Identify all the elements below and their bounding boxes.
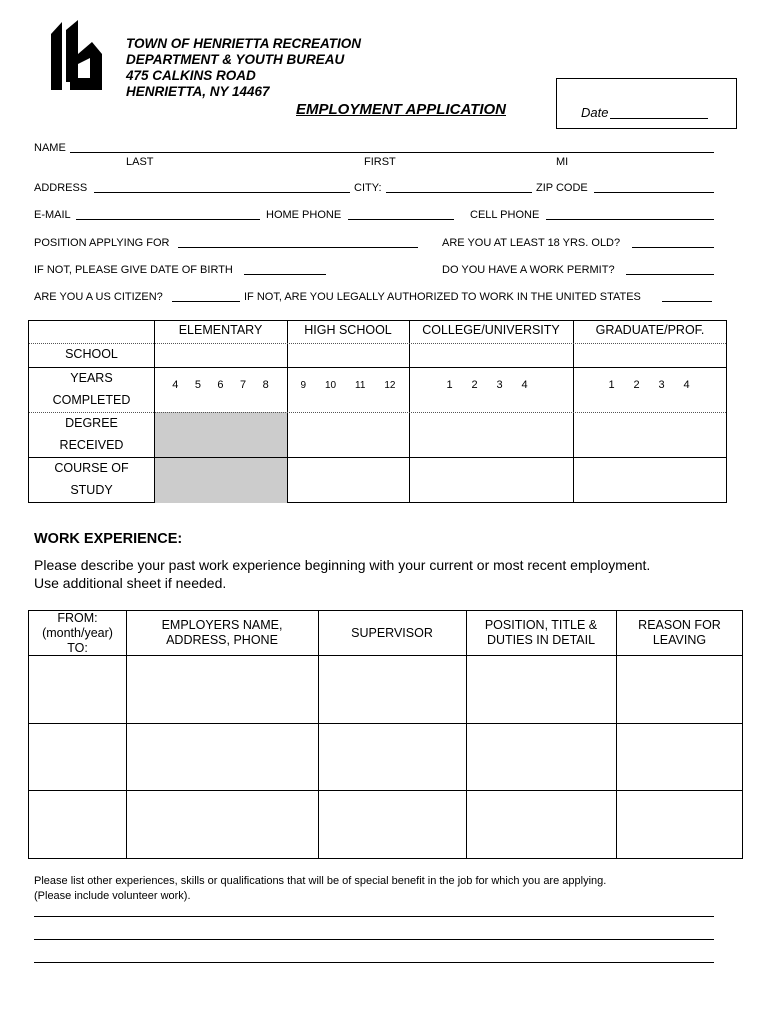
qualifications-line[interactable] xyxy=(34,939,714,940)
work-instructions-2: Use additional sheet if needed. xyxy=(34,575,227,591)
name-field[interactable] xyxy=(70,152,714,153)
work-experience-heading: WORK EXPERIENCE: xyxy=(34,531,183,547)
col-position-line-1: POSITION, TITLE & xyxy=(484,618,598,632)
org-line-2: DEPARTMENT & YOUTH BUREAU xyxy=(126,52,345,67)
col-from-line-2: (month/year) xyxy=(42,625,113,640)
middle-initial-label: MI xyxy=(556,156,569,168)
year-option[interactable]: 8 xyxy=(262,379,269,391)
citizen-label: ARE YOU A US CITIZEN? xyxy=(34,291,163,303)
email-field[interactable] xyxy=(76,219,260,220)
year-option[interactable]: 11 xyxy=(355,380,366,391)
form-title: EMPLOYMENT APPLICATION xyxy=(296,101,506,118)
org-line-1: TOWN OF HENRIETTA RECREATION xyxy=(126,36,361,51)
year-option[interactable]: 9 xyxy=(300,380,307,391)
age18-label: ARE YOU AT LEAST 18 YRS. OLD? xyxy=(442,237,621,249)
last-name-label: LAST xyxy=(126,156,154,168)
col-reason-line-1: REASON FOR xyxy=(638,618,721,632)
other-qualifications-line-1: Please list other experiences, skills or qualifications that will be of special benefit in the job for which you are applying. xyxy=(34,875,607,887)
col-reason-line-2: LEAVING xyxy=(652,633,707,647)
col-employer-line-2: ADDRESS, PHONE xyxy=(166,633,278,647)
year-option[interactable]: 3 xyxy=(658,379,665,391)
row-school: SCHOOL xyxy=(65,347,118,361)
row-years-1: YEARS xyxy=(70,371,113,385)
position-field[interactable] xyxy=(178,247,418,248)
years-college xyxy=(437,379,537,391)
row-degree-2: RECEIVED xyxy=(59,438,124,452)
year-option[interactable]: 7 xyxy=(240,379,247,391)
col-position xyxy=(466,611,616,655)
year-option[interactable]: 4 xyxy=(683,379,690,391)
col-supervisor: SUPERVISOR xyxy=(351,626,433,640)
years-graduate xyxy=(599,379,699,391)
home-phone-field[interactable] xyxy=(348,219,454,220)
row-course-1: COURSE OF xyxy=(54,461,129,475)
dob-field[interactable] xyxy=(244,274,326,275)
position-label: POSITION APPLYING FOR xyxy=(34,237,170,249)
citizen-field[interactable] xyxy=(172,301,240,302)
org-name-block xyxy=(126,36,361,100)
authorized-field[interactable] xyxy=(662,301,712,302)
col-from-line-1: FROM: xyxy=(57,610,98,625)
work-permit-field[interactable] xyxy=(626,274,714,275)
cell-phone-label: CELL PHONE xyxy=(470,209,540,221)
authorized-label: IF NOT, ARE YOU LEGALLY AUTHORIZED TO WORK IN THE UNITED STATES xyxy=(244,291,641,303)
year-option[interactable]: 10 xyxy=(324,380,337,391)
row-years-2: COMPLETED xyxy=(52,393,131,407)
qualifications-line[interactable] xyxy=(34,916,714,917)
other-qualifications-line-2: (Please include volunteer work). xyxy=(34,890,191,902)
town-logo xyxy=(48,20,104,92)
col-position-line-2: DUTIES IN DETAIL xyxy=(486,633,596,647)
email-label: E-MAIL xyxy=(34,209,71,221)
address-label: ADDRESS xyxy=(34,182,88,194)
year-option[interactable]: 1 xyxy=(446,379,453,391)
zip-field[interactable] xyxy=(594,192,714,193)
work-permit-label: DO YOU HAVE A WORK PERMIT? xyxy=(442,264,615,276)
date-field[interactable] xyxy=(610,118,708,119)
year-option[interactable]: 4 xyxy=(172,379,179,391)
col-from-line-3: TO: xyxy=(67,640,88,655)
year-option[interactable]: 2 xyxy=(633,379,640,391)
address-line-1: 475 CALKINS ROAD xyxy=(126,68,256,83)
col-employer-line-1: EMPLOYERS NAME, xyxy=(161,618,283,632)
education-table xyxy=(28,320,727,503)
home-phone-label: HOME PHONE xyxy=(266,209,342,221)
year-option[interactable]: 2 xyxy=(471,379,478,391)
age18-field[interactable] xyxy=(632,247,714,248)
dob-label: IF NOT, PLEASE GIVE DATE OF BIRTH xyxy=(34,264,233,276)
qualifications-line[interactable] xyxy=(34,962,714,963)
address-field[interactable] xyxy=(94,192,350,193)
row-degree-1: DEGREE xyxy=(65,416,118,430)
col-high-school: HIGH SCHOOL xyxy=(304,323,392,337)
year-option[interactable]: 6 xyxy=(217,379,224,391)
zip-label: ZIP CODE xyxy=(536,182,588,194)
year-option[interactable]: 1 xyxy=(608,379,615,391)
work-table xyxy=(28,610,743,859)
year-option[interactable]: 12 xyxy=(384,380,396,391)
year-option[interactable]: 4 xyxy=(521,379,528,391)
city-label: CITY: xyxy=(354,182,382,194)
col-college: COLLEGE/UNIVERSITY xyxy=(422,323,560,337)
name-label: NAME xyxy=(34,142,66,154)
col-elementary: ELEMENTARY xyxy=(178,323,263,337)
city-field[interactable] xyxy=(386,192,532,193)
date-label: Date xyxy=(581,105,609,120)
col-graduate: GRADUATE/PROF. xyxy=(595,323,705,337)
years-elementary xyxy=(154,379,287,391)
first-name-label: FIRST xyxy=(364,156,396,168)
date-box xyxy=(556,78,737,129)
address-line-2: HENRIETTA, NY 14467 xyxy=(126,84,270,99)
col-employer xyxy=(126,611,318,655)
col-from xyxy=(29,611,126,655)
year-option[interactable]: 5 xyxy=(194,379,201,391)
col-reason xyxy=(616,611,743,655)
row-course-2: STUDY xyxy=(70,483,113,497)
cell-phone-field[interactable] xyxy=(546,219,714,220)
years-high-school xyxy=(287,380,409,391)
year-option[interactable]: 3 xyxy=(496,379,503,391)
work-instructions-1: Please describe your past work experience beginning with your current or most recent employment. xyxy=(34,557,651,573)
